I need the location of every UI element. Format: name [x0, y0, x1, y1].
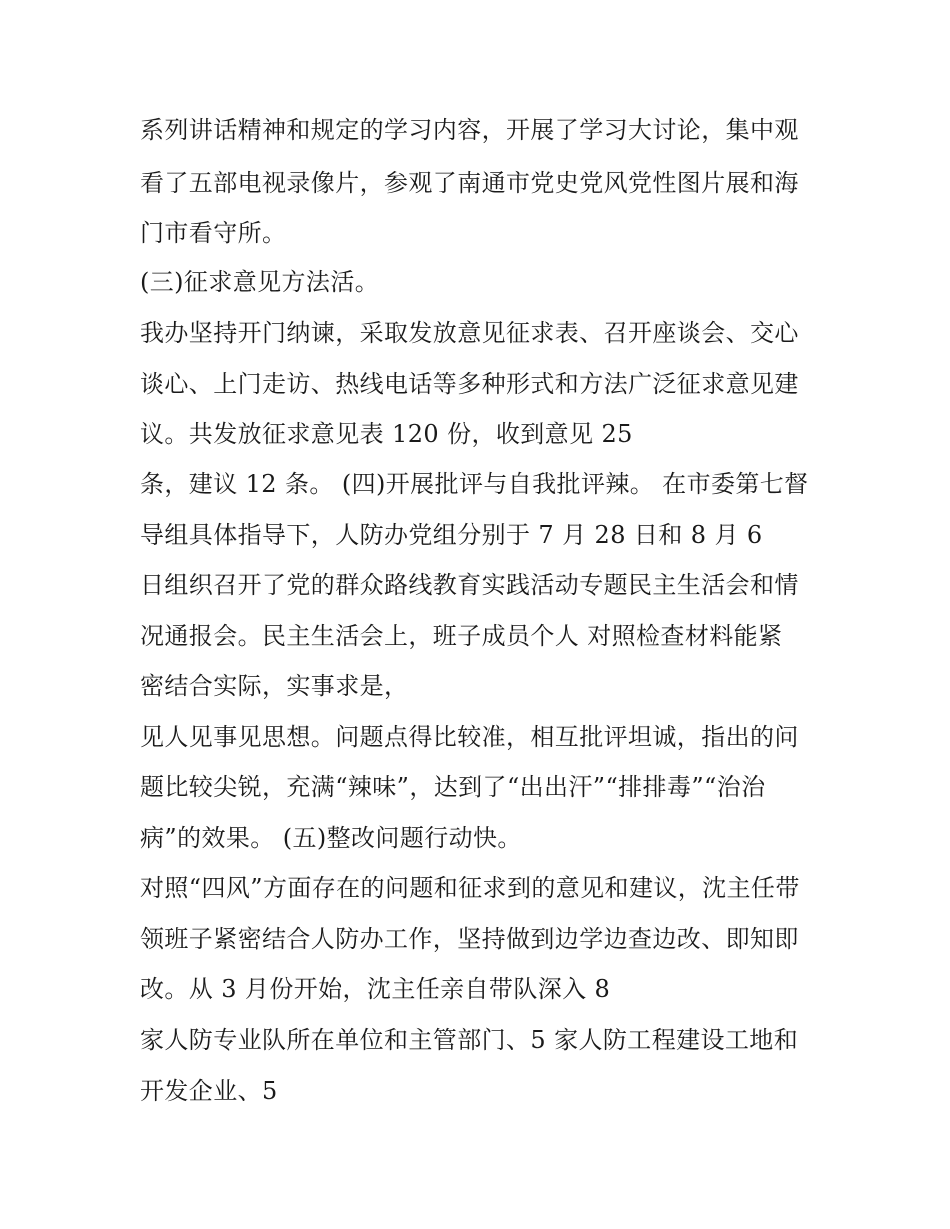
text-line-18: 改。从 3 月份开始，沈主任亲自带队深入 8: [140, 975, 611, 1003]
text-line-11: 况通报会。民主生活会上，班子成员个人 对照检查材料能紧: [140, 622, 783, 650]
text-line-12: 密结合实际，实事求是，: [140, 672, 409, 700]
text-line-6: 谈心、上门走访、热线电话等多种形式和方法广泛征求意见建: [140, 370, 799, 398]
text-line-14: 题比较尖锐，充满“辣味”，达到了“出出汗”“排排毒”“治治: [140, 773, 766, 801]
text-line-5: 我办坚持开门纳谏，采取发放意见征求表、召开座谈会、交心: [140, 319, 799, 347]
text-line-1: 系列讲话精神和规定的学习内容，开展了学习大讨论，集中观: [140, 116, 799, 144]
text-line-16: 对照“四风”方面存在的问题和征求到的意见和建议，沈主任带: [140, 874, 800, 902]
text-line-17: 领班子紧密结合人防办工作，坚持做到边学边查边改、即知即: [140, 925, 799, 953]
text-line-15: 病”的效果。 (五)整改问题行动快。: [140, 824, 522, 852]
text-line-20: 开发企业、5: [140, 1077, 278, 1105]
text-line-19: 家人防专业队所在单位和主管部门、5 家人防工程建设工地和: [140, 1026, 799, 1054]
text-line-7: 议。共发放征求意见表 120 份，收到意见 25: [140, 420, 633, 448]
text-line-10: 日组织召开了党的群众路线教育实践活动专题民主生活会和情: [140, 571, 799, 599]
text-line-8: 条，建议 12 条。 (四)开展批评与自我批评辣。 在市委第七督: [140, 470, 809, 498]
text-line-2: 看了五部电视录像片，参观了南通市党史党风党性图片展和海: [140, 169, 799, 197]
text-line-9: 导组具体指导下，人防办党组分别于 7 月 28 日和 8 月 6: [140, 521, 763, 549]
text-line-13: 见人见事见思想。问题点得比较准，相互批评坦诚，指出的问: [140, 723, 799, 751]
text-line-3: 门市看守所。: [140, 219, 287, 247]
section-heading-3: (三)征求意见方法活。: [140, 268, 380, 296]
